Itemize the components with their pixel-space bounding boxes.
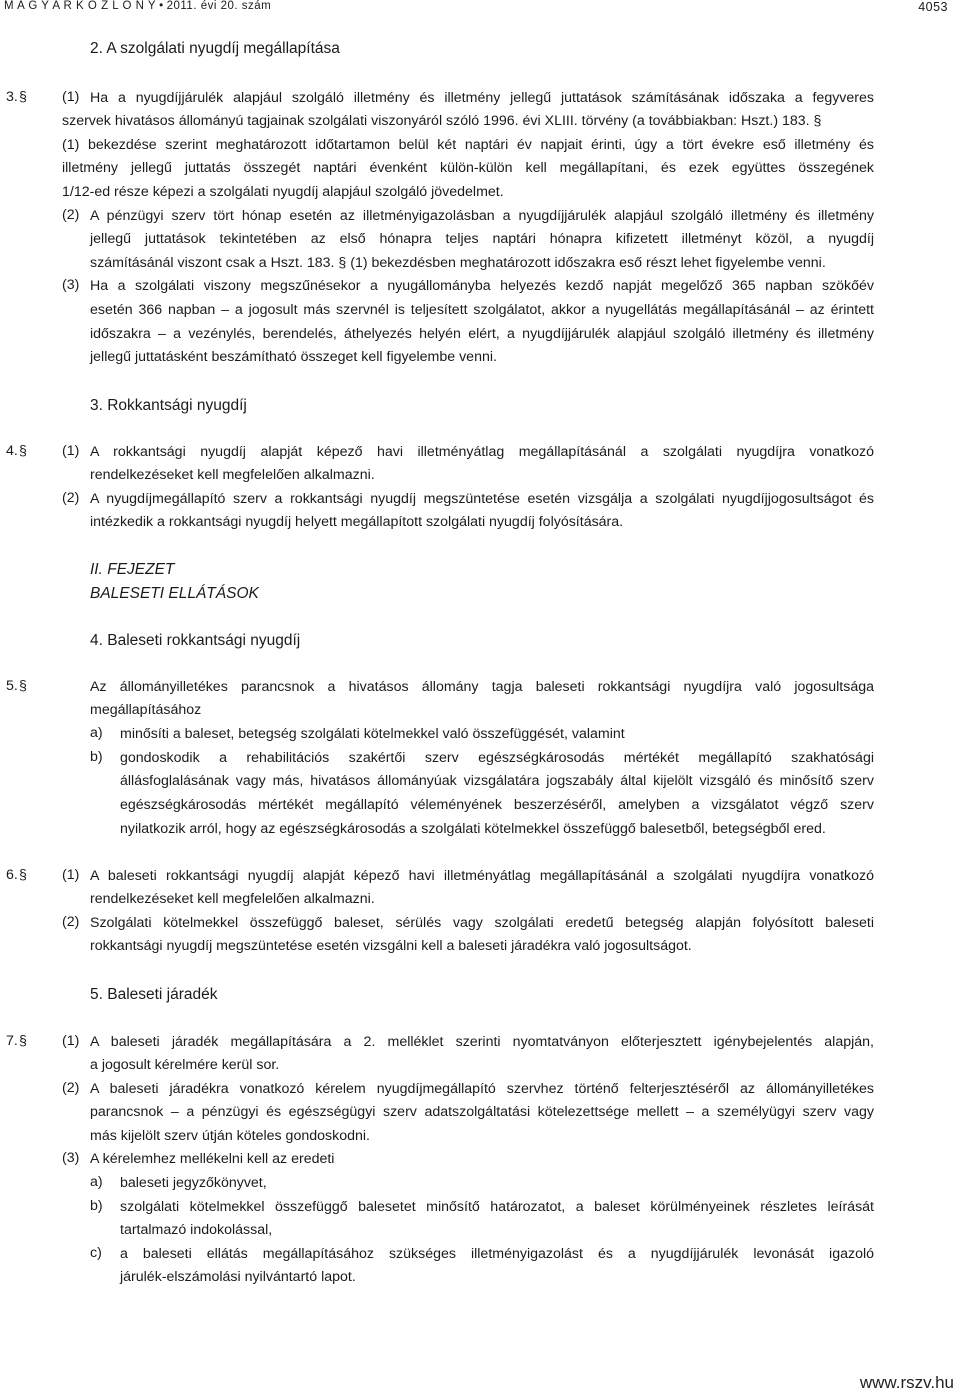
subsection-number: (3) bbox=[62, 277, 80, 293]
text-line: baleseti jegyzőkönyvet, bbox=[120, 1175, 267, 1191]
section-title-5: 5. Baleseti járadék bbox=[90, 986, 218, 1003]
list-item-label: a) bbox=[90, 725, 103, 741]
bullet-icon: • bbox=[159, 0, 164, 12]
text-line: rendelkezéseket kell megfelelően alkalmazni. bbox=[90, 891, 375, 907]
text-line: intézkedik a rokkantsági nyugdíj helyett megállapított szolgálati nyugdíj folyósítására. bbox=[90, 514, 624, 530]
text-line: szervek hivatásos állományú tagjainak szolgálati viszonyáról szóló 1996. évi XLIII. törvény (a továbbiakban: Hszt.) 183. § bbox=[62, 113, 822, 129]
section-title-4: 4. Baleseti rokkantsági nyugdíj bbox=[90, 632, 301, 649]
section-title-2: 2. A szolgálati nyugdíj megállapítása bbox=[90, 40, 340, 57]
section-title-3: 3. Rokkantsági nyugdíj bbox=[90, 397, 247, 414]
paragraph-number-4: 4. bbox=[6, 443, 18, 459]
list-item-label: c) bbox=[90, 1245, 102, 1261]
text-line: esetén 366 napban – a jogosult más szervnél is teljesített szolgálatot, akkor a nyugellátás megállapításánál – az érintett bbox=[90, 302, 874, 318]
text-line: A pénzügyi szerv tört hónap esetén az illetményigazolásban a nyugdíjjárulék alapjául szolgáló illetmény és illetmény bbox=[90, 208, 874, 224]
text-line: illetmény jellegű juttatás összegét naptári évenként külön-külön kell megállapítani, és ezek együttes összegének bbox=[62, 160, 874, 176]
text-line: számításánál viszont csak a Hszt. 183. § (1) bekezdésben meghatározott időszakra eső részt lehet figyelembe venni. bbox=[90, 255, 826, 271]
text-line: járulék-elszámolási nyilvántartó lapot. bbox=[120, 1269, 356, 1285]
text-line: egészségkárosodás mértékét megállapító véleményének beszerzéséről, amelyben a vizsgálatot végző szerv bbox=[120, 797, 874, 813]
text-line: (1) bekezdése szerint meghatározott időtartamon belül két naptári év napjait érinti, úgy a tört évekre eső illetmény és bbox=[62, 137, 874, 153]
subsection-number: (2) bbox=[62, 207, 80, 223]
text-line: rendelkezéseket kell megfelelően alkalmazni. bbox=[90, 467, 375, 483]
subsection-number: (2) bbox=[62, 1080, 80, 1096]
paragraph-number-7: 7. bbox=[6, 1033, 18, 1049]
subsection-number: (1) bbox=[62, 89, 80, 105]
text-line: szolgálati kötelmekkel összefüggő balesetet minősítő határozatot, a baleset körülményeinek részletes leírását bbox=[120, 1199, 874, 1215]
text-line: Az állományilletékes parancsnok a hivatásos állomány tagja baleseti rokkantsági nyugdíjra való jogosultsága bbox=[90, 679, 874, 695]
text-line: Szolgálati kötelmekkel összefüggő baleset, sérülés vagy szolgálati eredetű betegség alapján folyósított baleseti bbox=[90, 915, 874, 931]
text-line: parancsnok – a pénzügyi és egészségügyi szerv adatszolgáltatási kötelezettsége mellett – a személyügyi szerv vagy bbox=[90, 1104, 874, 1120]
text-line: A nyugdíjmegállapító szerv a rokkantsági nyugdíj megszüntetése esetén vizsgálja a szolgálati nyugdíjjogosultságot és bbox=[90, 491, 874, 507]
text-line: A rokkantsági nyugdíj alapját képező havi illetményátlag megállapításánál a szolgálati nyugdíjra vonatkozó bbox=[90, 444, 874, 460]
text-line: Ha a nyugdíjjárulék alapjául szolgáló illetmény és illetmény jellegű juttatások számításának időszaka a fegyveres bbox=[90, 90, 874, 106]
subsection-number: (2) bbox=[62, 490, 80, 506]
page-number: 4053 bbox=[918, 0, 948, 14]
text-line: A baleseti rokkantsági nyugdíj alapját képező havi illetményátlag megállapításánál a szolgálati nyugdíjra vonatkozó bbox=[90, 868, 874, 884]
text-line: tartalmazó indokolással, bbox=[120, 1222, 273, 1238]
chapter-title: BALESETI ELLÁTÁSOK bbox=[90, 585, 259, 602]
list-item-label: b) bbox=[90, 1198, 103, 1214]
text-line: a jogosult kérelmére kerül sor. bbox=[90, 1057, 280, 1073]
text-line: minősíti a baleset, betegség szolgálati kötelmekkel való összefüggését, valamint bbox=[120, 726, 625, 742]
subsection-number: (2) bbox=[62, 914, 80, 930]
text-line: jellegű juttatásként beszámítható összeget kell figyelembe venni. bbox=[90, 349, 497, 365]
text-line: időszakra – a vezénylés, berendelés, áthelyezés helyén elért, a nyugdíjjárulék alapjául szolgáló illetmény és illetmény bbox=[90, 326, 874, 342]
running-head-left bbox=[4, 0, 271, 12]
list-item-label: b) bbox=[90, 749, 103, 765]
paragraph-number-6: 6. bbox=[6, 867, 18, 883]
paragraph-number-5: 5. bbox=[6, 678, 18, 694]
text-line: nyilatkozik arról, hogy az egészségkárosodás a szolgálati kötelmekkel összefüggő balesetből, betegségből ered. bbox=[120, 821, 826, 837]
text-line: állásfoglalásának vagy más, hivatásos állományúak vizsgálatára jogszabály által kijelölt vizsgáló és minősítő szerv bbox=[120, 773, 874, 789]
section-sign: § bbox=[19, 678, 27, 694]
section-sign: § bbox=[19, 1033, 27, 1049]
text-line: jellegű juttatások tekintetében az első hónapra teljes naptári hónapra kifizetett illetményt közöl, a nyugdíj bbox=[90, 231, 874, 247]
paragraph-number-3: 3. bbox=[6, 89, 18, 105]
section-sign: § bbox=[19, 443, 27, 459]
subsection-number: (3) bbox=[62, 1150, 80, 1166]
text-line: a baleseti ellátás megállapításához szükséges illetményigazolást és a nyugdíjjárulék levonását igazoló bbox=[120, 1246, 874, 1262]
list-item-label: a) bbox=[90, 1174, 103, 1190]
text-line: A kérelemhez mellékelni kell az eredeti bbox=[90, 1151, 335, 1167]
text-line: gondoskodik a rehabilitációs szakértői szerv egészségkárosodás mértékét megállapító szakhatósági bbox=[120, 750, 874, 766]
section-sign: § bbox=[19, 89, 27, 105]
subsection-number: (1) bbox=[62, 443, 80, 459]
issue-label: 2011. évi 20. szám bbox=[166, 0, 272, 12]
chapter-number: II. FEJEZET bbox=[90, 561, 175, 578]
text-line: megállapításához bbox=[90, 702, 202, 718]
text-line: rokkantsági nyugdíj megszüntetése esetén vizsgálni kell a baleseti járadékra való jogosultságot. bbox=[90, 938, 692, 954]
text-line: A baleseti járadék megállapítására a 2. melléklet szerinti nyomtatványon előterjesztett igénybejelentés alapján, bbox=[90, 1034, 874, 1050]
running-head bbox=[4, 0, 948, 16]
subsection-number: (1) bbox=[62, 867, 80, 883]
text-line: 1/12-ed része képezi a szolgálati nyugdíj alapjául szolgáló jövedelmet. bbox=[62, 184, 504, 200]
watermark-link[interactable]: www.rszv.hu bbox=[859, 1373, 954, 1392]
journal-name: M A G Y A R K Ö Z L Ö N Y bbox=[4, 0, 157, 12]
text-line: A baleseti járadékra vonatkozó kérelem nyugdíjmegállapító szervhez történő felterjesztéséről az állományilletékes bbox=[90, 1081, 874, 1097]
subsection-number: (1) bbox=[62, 1033, 80, 1049]
text-line: Ha a szolgálati viszony megszűnésekor a nyugállományba helyezés kezdő napját megelőző 365 napban szökőév bbox=[90, 278, 874, 294]
section-sign: § bbox=[19, 867, 27, 883]
text-line: más kijelölt szerv útján köteles gondoskodni. bbox=[90, 1128, 370, 1144]
